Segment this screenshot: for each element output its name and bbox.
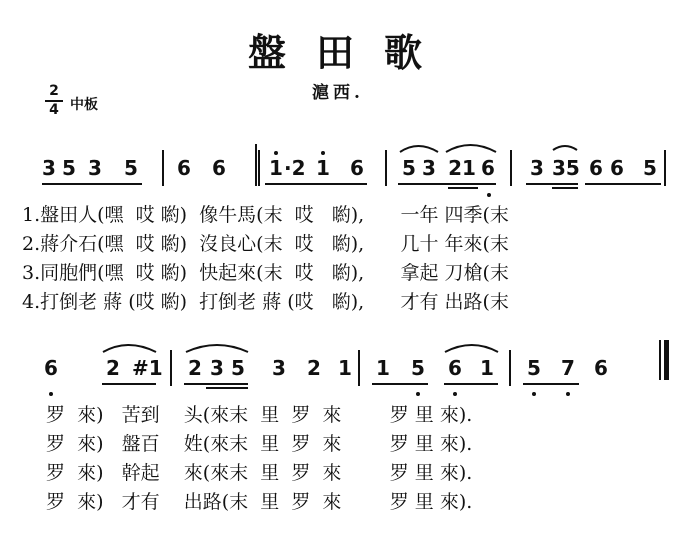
note: 21 xyxy=(448,156,476,180)
note: 35 xyxy=(552,156,580,180)
note: 5 xyxy=(124,156,138,180)
note: 6 xyxy=(481,156,495,180)
lyric-line: 4.打倒老 蔣 (哎 喲) 打倒老 蔣 (哎 喲), 才有 出路(末 xyxy=(22,291,509,313)
note: #1 xyxy=(132,356,163,380)
song-title: 盤田歌 xyxy=(247,30,452,75)
note: 7 xyxy=(561,356,575,380)
lyric-line: 1.盤田人(嘿 哎 喲) 像牛馬(末 哎 喲), 一年 四季(末 xyxy=(22,204,509,226)
note: 6 xyxy=(350,156,364,180)
note: 6 xyxy=(212,156,226,180)
note: 3 xyxy=(210,356,224,380)
lyric-line: 2.蔣介石(嘿 哎 喲) 沒良心(末 哎 喲), 几十 年來(末 xyxy=(22,233,509,255)
lyric-line: 罗 來) 苦到 头(來末 里 罗 來 罗 里 來). xyxy=(46,404,473,426)
note: 5 xyxy=(527,356,541,380)
slur xyxy=(103,345,156,352)
slur xyxy=(553,146,577,150)
note: 1 xyxy=(376,356,390,380)
note: 2 xyxy=(188,356,202,380)
note: 5 xyxy=(411,356,425,380)
note: 6 xyxy=(589,156,603,180)
note: 1 xyxy=(480,356,494,380)
note: 5 xyxy=(62,156,76,180)
note: 6 xyxy=(610,156,624,180)
note: ·2 xyxy=(284,156,306,180)
note: 6 xyxy=(448,356,462,380)
note: 1 xyxy=(316,156,330,180)
slur xyxy=(400,146,438,152)
slur xyxy=(446,145,496,152)
lyric-line: 罗 來) 盤百 姓(來末 里 罗 來 罗 里 來). xyxy=(46,433,473,455)
note: 6 xyxy=(177,156,191,180)
lyric-line: 3.同胞們(嘿 哎 喲) 快起來(末 哎 喲), 拿起 刀槍(末 xyxy=(22,262,509,284)
tempo-marking: 中板 xyxy=(70,97,98,113)
lyric-line: 罗 來) 幹起 來(來末 里 罗 來 罗 里 來). xyxy=(46,462,473,484)
region-label: 滬西. xyxy=(312,83,364,103)
note: 2 xyxy=(106,356,120,380)
time-signature-bottom: 4 xyxy=(49,102,59,118)
note: 2 xyxy=(307,356,321,380)
note: 3 xyxy=(42,156,56,180)
note: 3 xyxy=(422,156,436,180)
time-signature-top: 2 xyxy=(49,83,59,99)
note: 5 xyxy=(402,156,416,180)
slur xyxy=(445,345,498,352)
note: 3 xyxy=(272,356,286,380)
note: 3 xyxy=(88,156,102,180)
note: 5 xyxy=(643,156,657,180)
slur xyxy=(186,345,248,352)
note: 1 xyxy=(338,356,352,380)
note: 6 xyxy=(594,356,608,380)
lyric-line: 罗 來) 才有 出路(末 里 罗 來 罗 里 來). xyxy=(46,491,473,513)
note: 5 xyxy=(231,356,245,380)
note: 6 xyxy=(44,356,58,380)
note: 1 xyxy=(269,156,283,180)
note: 3 xyxy=(530,156,544,180)
